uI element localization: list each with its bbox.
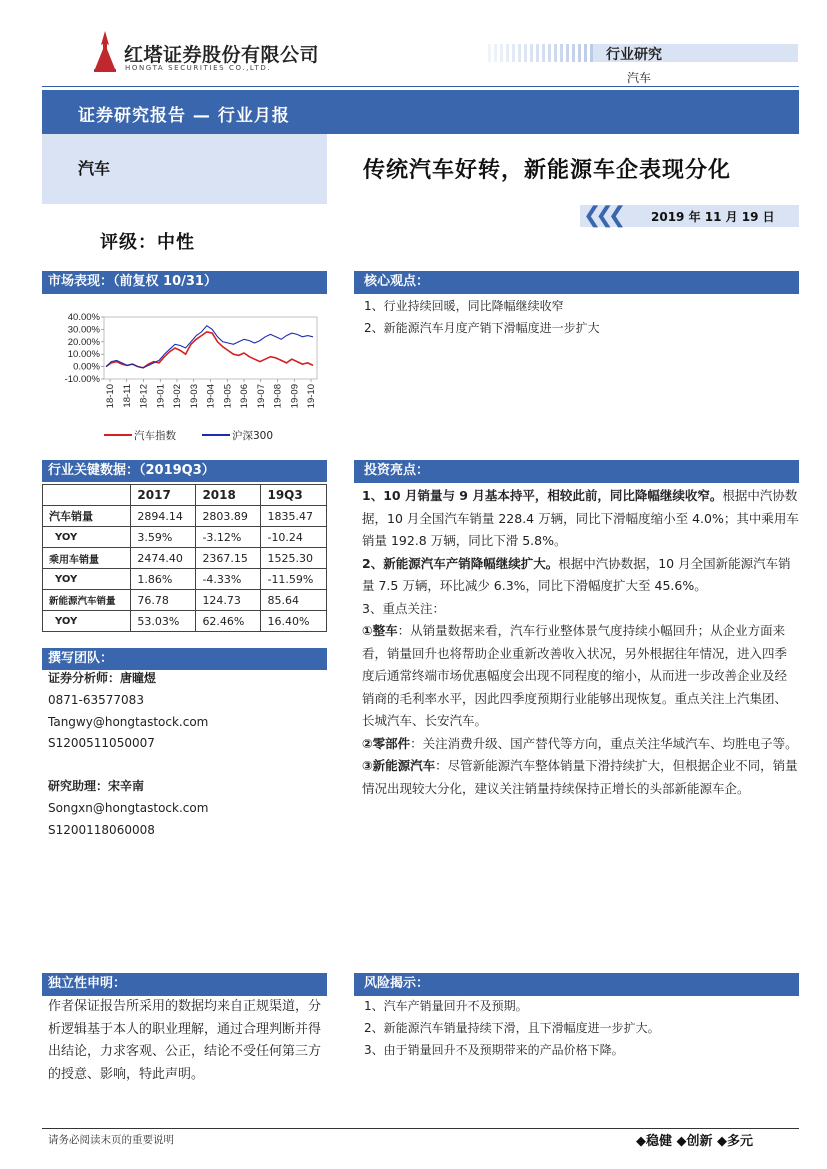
table-row bbox=[43, 569, 327, 590]
y-tick-label: 20.00% bbox=[67, 336, 100, 348]
y-tick-label: 30.00% bbox=[67, 324, 100, 336]
section-label: 行业研究 bbox=[606, 47, 662, 63]
table-cell: 2803.89 bbox=[196, 506, 261, 527]
assistant-email: Songxn@hongtastock.com bbox=[48, 800, 209, 815]
table-cell: -11.59% bbox=[261, 569, 327, 590]
industry-label: 汽车 bbox=[78, 159, 111, 178]
highlights-heading-rule bbox=[354, 482, 799, 483]
table-row bbox=[43, 548, 327, 569]
series-line-auto-index bbox=[106, 332, 313, 368]
market-heading-rule bbox=[42, 293, 327, 294]
x-tick-label: 18-10 bbox=[105, 384, 116, 409]
table-cell: 3.59% bbox=[131, 527, 196, 548]
risk-heading: 风险揭示： bbox=[354, 973, 799, 995]
highlight-3: 3、重点关注： bbox=[362, 600, 445, 616]
core-item: 2、新能源汽车月度产销下滑幅度进一步扩大 bbox=[364, 321, 600, 335]
table-row bbox=[43, 611, 327, 632]
table-header-cell bbox=[43, 485, 131, 506]
x-tick-label: 18-11 bbox=[121, 384, 133, 408]
independence-heading: 独立性申明： bbox=[42, 973, 327, 995]
footer-divider bbox=[42, 1128, 799, 1129]
row-label: 新能源汽车销量 bbox=[43, 590, 131, 611]
footer-slogan: ◆稳健 ◆创新 ◆多元 bbox=[636, 1134, 754, 1149]
core-heading: 核心观点： bbox=[354, 271, 799, 293]
x-tick-label: 19-01 bbox=[155, 384, 167, 409]
table-header-cell: 2017 bbox=[131, 485, 196, 506]
table-row bbox=[43, 590, 327, 611]
row-label: YOY bbox=[43, 527, 131, 548]
assistant-name: 研究助理：宋辛南 bbox=[48, 779, 145, 794]
analyst-name: 证券分析师：唐曈煜 bbox=[48, 671, 157, 685]
table-cell: 53.03% bbox=[131, 611, 196, 632]
plot-frame bbox=[104, 317, 317, 379]
table-header-cell: 19Q3 bbox=[261, 485, 327, 506]
table-row bbox=[43, 527, 327, 548]
rating: 评级：中性 bbox=[100, 232, 195, 253]
table-cell: -3.12% bbox=[196, 527, 261, 548]
table-cell: 2367.15 bbox=[196, 548, 261, 569]
report-date: 2019 年 11 月 19 日 bbox=[651, 210, 775, 224]
table-cell: 62.46% bbox=[196, 611, 261, 632]
table-row bbox=[43, 506, 327, 527]
independence-text: 作者保证报告所采用的数据均来自正规渠道，分析逻辑基于本人的职业理解，通过合理判断并得出结论，力求客观、公正，结论不受任何第三方的授意、影响，特此声明。 bbox=[48, 999, 322, 1082]
row-label: 汽车销量 bbox=[43, 506, 131, 527]
report-title: 传统汽车好转，新能源车企表现分化 bbox=[363, 158, 732, 183]
focus-nev: ③新能源汽车：尽管新能源汽车整体销量下滑持续扩大，但根据企业不同，销量情况出现较大分化，建议关注销量持续保持正增长的头部新能源车企。 bbox=[362, 758, 798, 796]
team-list bbox=[48, 668, 208, 842]
highlight-1: 1、10 月销量与 9 月基本持平，相较此前，同比降幅继续收窄。根据中汽协数据，10 月全国汽车销量 228.4 万辆，同比下滑幅度缩小至 4.0%；其中乘用车销量 192.8 万辆，同比下滑 5.8%。 bbox=[362, 488, 799, 548]
table-cell: 76.78 bbox=[131, 590, 196, 611]
x-tick-label: 19-09 bbox=[289, 384, 301, 409]
x-tick-label: 19-02 bbox=[172, 384, 183, 409]
y-tick-label: 10.00% bbox=[67, 349, 100, 361]
header-divider bbox=[42, 86, 799, 87]
highlights-body bbox=[362, 485, 799, 800]
table-cell: 1.86% bbox=[131, 569, 196, 590]
table-cell: 2894.14 bbox=[131, 506, 196, 527]
x-tick-label: 19-08 bbox=[272, 384, 284, 409]
company-name: 红塔证券股份有限公司 bbox=[124, 44, 320, 66]
table-cell: -10.24 bbox=[261, 527, 327, 548]
risk-item: 2、新能源汽车销量持续下滑，且下滑幅度进一步扩大。 bbox=[364, 1021, 660, 1035]
legend-label: 汽车指数 bbox=[134, 430, 176, 442]
team-heading: 撰写团队： bbox=[42, 648, 327, 670]
footer-disclaimer: 请务必阅读末页的重要说明 bbox=[48, 1134, 174, 1146]
analyst-phone: 0871-63577083 bbox=[48, 692, 144, 707]
core-item: 1、行业持续回暖，同比降幅继续收窄 bbox=[364, 299, 564, 313]
key-data-heading: 行业关键数据：（2019Q3） bbox=[42, 460, 327, 482]
x-tick-label: 19-05 bbox=[222, 384, 234, 409]
company-logo-icon bbox=[92, 31, 118, 73]
company-name-en: HONGTA SECURITIES CO.,LTD. bbox=[125, 64, 272, 72]
risk-item: 1、汽车产销量回升不及预期。 bbox=[364, 999, 528, 1013]
legend-label: 沪深300 bbox=[232, 430, 274, 442]
x-tick-label: 19-06 bbox=[239, 384, 250, 409]
x-tick-label: 19-10 bbox=[306, 384, 317, 409]
highlights-heading: 投资亮点： bbox=[354, 460, 799, 482]
section-sub: 汽车 bbox=[627, 71, 652, 85]
x-tick-label: 18-12 bbox=[138, 384, 150, 409]
row-label: 乘用车销量 bbox=[43, 548, 131, 569]
report-type: 证券研究报告 — 行业月报 bbox=[78, 106, 290, 126]
highlight-2: 2、新能源汽车产销降幅继续扩大。根据中汽协数据，10 月全国新能源汽车销量 7.5 万辆，环比减少 6.3%，同比下滑幅度扩大至 45.6%。 bbox=[362, 555, 791, 593]
y-tick-label: -10.00% bbox=[64, 374, 100, 385]
table-cell: 2474.40 bbox=[131, 548, 196, 569]
table-cell: 16.40% bbox=[261, 611, 327, 632]
analyst-id: S1200511050007 bbox=[48, 736, 155, 751]
market-heading: 市场表现：（前复权 10/31） bbox=[42, 271, 327, 293]
y-tick-label: 0.00% bbox=[73, 361, 100, 373]
table-header-cell: 2018 bbox=[196, 485, 261, 506]
x-tick-label: 19-07 bbox=[255, 384, 267, 409]
focus-parts: ②零部件：关注消费升级、国产替代等方向，重点关注华域汽车、均胜电子等。 bbox=[362, 735, 798, 751]
assistant-id: S1200118060008 bbox=[48, 822, 155, 837]
market-chart bbox=[42, 295, 327, 445]
core-heading-rule bbox=[354, 293, 799, 294]
x-tick-label: 19-04 bbox=[205, 384, 217, 409]
table-header-row bbox=[43, 485, 327, 506]
y-tick-label: 40.00% bbox=[67, 312, 100, 323]
row-label: YOY bbox=[43, 569, 131, 590]
focus-vehicles: ①整车：从销量数据来看，汽车行业整体景气度持续小幅回升；从企业方面来看，销量回升也将帮助企业重新改善收入状况，另外根据往年情况，进入四季度后通常终端市场优惠幅度会出现不同程度的缩小，从而进一步改善企业及经销商的毛利率水平，因此四季度预期行业能够出现恢复。重点关注上汽集团、长城汽车、长安汽车。 bbox=[362, 623, 788, 728]
table-cell: -4.33% bbox=[196, 569, 261, 590]
table-cell: 85.64 bbox=[261, 590, 327, 611]
risk-item: 3、由于销量回升不及预期带来的产品价格下降。 bbox=[364, 1043, 624, 1057]
key-data-table bbox=[42, 484, 327, 632]
x-tick-label: 19-03 bbox=[188, 384, 200, 409]
row-label: YOY bbox=[43, 611, 131, 632]
table-cell: 1525.30 bbox=[261, 548, 327, 569]
chevron-left-icon: ❮❮❮ bbox=[583, 203, 621, 228]
table-cell: 1835.47 bbox=[261, 506, 327, 527]
table-cell: 124.73 bbox=[196, 590, 261, 611]
analyst-email: Tangwy@hongtastock.com bbox=[48, 714, 209, 729]
